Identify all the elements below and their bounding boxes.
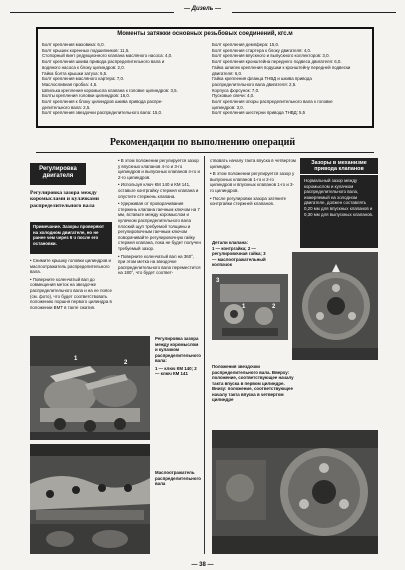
header-rule-left bbox=[10, 12, 174, 13]
torque-line: Болт крепления шестерни привода ТНВД: 5,5 bbox=[212, 110, 306, 116]
torque-line: Стопорный винт редукционного клапана масляного насоса: 4,0. bbox=[42, 53, 173, 59]
photo-label: 3 bbox=[216, 278, 220, 284]
torque-line: двигателя: 6,0. bbox=[212, 70, 243, 76]
section-title-valve-clearances: Зазоры в механизме привода клапанов bbox=[300, 158, 378, 175]
torque-line: Гайка шпилек крепления подушки к кронштейну передней подвески bbox=[212, 64, 351, 70]
section-title-engine-adjustment: Регулировка двигателя bbox=[30, 163, 86, 185]
caption-items: 1 — контргайка; 2 — регулировочная гайка; 3 — маслоотражательный колпачок bbox=[212, 245, 266, 267]
photo-drawing bbox=[212, 274, 288, 340]
caption-valve-parts bbox=[212, 240, 270, 268]
photo-sprocket-intake-cyl1 bbox=[292, 252, 378, 360]
recommendations-title: Рекомендации по выполнению операций bbox=[109, 137, 296, 148]
photo-sprocket-intake-cyl4 bbox=[212, 430, 378, 554]
valve-clearance-text: Нормальный зазор между коромыслом и кулачком распределительного вала, измеряемый на холодном двигателе, должен составлять 0,20 мм для впускных клапанов и 0,30 мм для выпускных клапанов. bbox=[304, 178, 374, 217]
note-box: Примечание. Зазоры проверяют на холодном двигателе, но не ранее чем через 6 ч после его остановки. bbox=[30, 222, 112, 254]
photo-drawing bbox=[30, 336, 150, 440]
col1-body bbox=[30, 258, 112, 312]
torque-line: Болт крепления к блоку цилиндров шкива привода распре- bbox=[42, 99, 163, 105]
paragraph: • Поверните коленчатый вал до совмещения меток на звездочке распределительного вала и на ее поясе (см. фото), что будет соответствовать положению поршня первого цилиндра в положении ВМТ в такте сжатия. bbox=[30, 276, 112, 310]
paragraph: • В этом положении регулируется зазор у впускных клапанов 4-го и 3-го цилиндров и выпускных клапанов 4-го и 2-го цилиндров. bbox=[118, 158, 200, 180]
torque-title: Моменты затяжки основных резьбовых соединений, кгс.м bbox=[117, 31, 293, 37]
photo-label: 2 bbox=[272, 304, 276, 310]
torque-line: Гайка крепления фланца ТНВД и шкива привода bbox=[212, 76, 312, 82]
torque-line: распределительного вала двигателя: 2,5. bbox=[212, 81, 297, 87]
torque-line: Гайка болта крышки затуха: 6,5. bbox=[42, 70, 108, 76]
col2-body bbox=[118, 158, 202, 278]
photo-label: 1 bbox=[242, 304, 246, 310]
paragraph: • Поверните коленчатый вал на 360°, при этом метка на звездочке распределительного вала переместится на 180°, что будет соответ- bbox=[118, 253, 201, 276]
torque-line: Болт крепления стартера к блоку двигателя: 4,0. bbox=[212, 47, 312, 53]
torque-line: Шпилька крепления коромысла клапана к головке цилиндров: 3,5. bbox=[42, 87, 178, 93]
photo-oil-deflector bbox=[30, 444, 150, 554]
torque-line: делительного вала: 2,5. bbox=[42, 104, 91, 110]
torque-line: Болт крышек коренных подшипников: 11,5. bbox=[42, 47, 130, 53]
torque-line: Болты крепления головки цилиндров: 16,0. bbox=[42, 93, 131, 99]
torque-line: Болт крепления впускного и выпускного коллекторов: 3,0. bbox=[212, 53, 330, 59]
paragraph: • Снимите крышку головки цилиндров и маслоотражатель распределительного вала. bbox=[30, 258, 112, 275]
photo-label: 2 bbox=[124, 360, 128, 366]
caption-oil-deflector: Маслоотражатель распределительного вала bbox=[155, 470, 201, 486]
torque-line: Корпуса форсунок: 7,0. bbox=[212, 87, 260, 93]
col3-body bbox=[210, 158, 296, 209]
caption-text: Регулировка зазора между коромыслом и кулачком распределительного вала: bbox=[155, 336, 201, 363]
caption-text: Детали клапана: bbox=[212, 240, 248, 245]
paragraph: • После регулировки зазора затяните контргайки стержней клапанов. bbox=[210, 195, 287, 207]
torque-line: Болт крепления маховика: 6,0. bbox=[42, 42, 105, 47]
torque-line: Болт крепления масляного картера: 7,0. bbox=[42, 76, 125, 82]
torque-line: Болт крепления шкива привода распределительного вала и bbox=[42, 59, 165, 65]
photo-drawing bbox=[30, 444, 150, 554]
photo-label: 1 bbox=[74, 356, 78, 362]
photo-drawing bbox=[212, 430, 378, 554]
paragraph: • Используя ключ КМ 140 и КМ 141, оставьте контргайку стержня клапана и опустите стержень клапана. bbox=[118, 182, 199, 199]
caption-adjustment bbox=[155, 336, 201, 377]
torque-line: Пусковые свечи: 4,0. bbox=[212, 93, 255, 99]
subsection-title: Регулировка зазора между коромыслами и кулачками распределительного вала bbox=[30, 190, 100, 209]
photo-drawing bbox=[292, 252, 378, 360]
paragraph: ствовать началу такта впуска в четвертом цилиндре. bbox=[210, 158, 296, 169]
column-divider bbox=[204, 156, 205, 554]
torque-line: Болт крепления опоры распределительного вала к головке bbox=[212, 99, 333, 105]
torque-table-box bbox=[36, 27, 374, 128]
torque-line: Маслосливная пробка: 4,5. bbox=[42, 81, 98, 87]
torque-line: Болт крепления демпфера: 15,0. bbox=[212, 42, 280, 47]
running-header: — Дизель — bbox=[183, 6, 222, 12]
page-number: — 38 — bbox=[191, 562, 214, 568]
torque-right-column bbox=[212, 42, 350, 116]
torque-line: водяного насоса к блоку цилиндров: 2,0. bbox=[42, 64, 125, 70]
caption-items: 1 — ключ КМ 140; 2 — ключ КМ 141 bbox=[155, 365, 197, 376]
valve-clearance-box bbox=[300, 158, 378, 248]
torque-left-column bbox=[42, 42, 178, 116]
paragraph: • Удерживая от проворачивания стержень клапана гаечным ключом на 7 мм, вставьте между коромыслом и кулачком распределительного вала плоский щуп требуемой толщины и регулировочным гаечным ключом поворачивайте регулировочную гайку стержня клапана, пока не будет получен требуемый зазор. bbox=[118, 201, 201, 251]
title-underline bbox=[36, 152, 374, 153]
torque-line: Болт крепления кронштейна переднего подвеса двигателя: 6,0. bbox=[212, 59, 342, 65]
photo-valve-clearance-adjustment bbox=[30, 336, 150, 440]
paragraph: • В этом положении регулируется зазор у выпускных клапанов 1-го и 2-го цилиндров и впускных клапанов 1-го и 3-го цилиндров. bbox=[210, 171, 295, 193]
caption-sprocket-positions: Положения звездочки распределительного вала. Вверху: положение, соответствующее началу такта впуска в первом цилиндре. Внизу: положение, соответствующее началу такта впуска в четвертом цилиндре bbox=[212, 364, 294, 402]
header-rule-right bbox=[232, 12, 396, 13]
torque-line: Болт крепления звездочки распределительного вала: 15,0. bbox=[42, 110, 163, 116]
torque-line: цилиндров: 3,0. bbox=[212, 104, 244, 110]
photo-valve-parts bbox=[212, 274, 288, 340]
